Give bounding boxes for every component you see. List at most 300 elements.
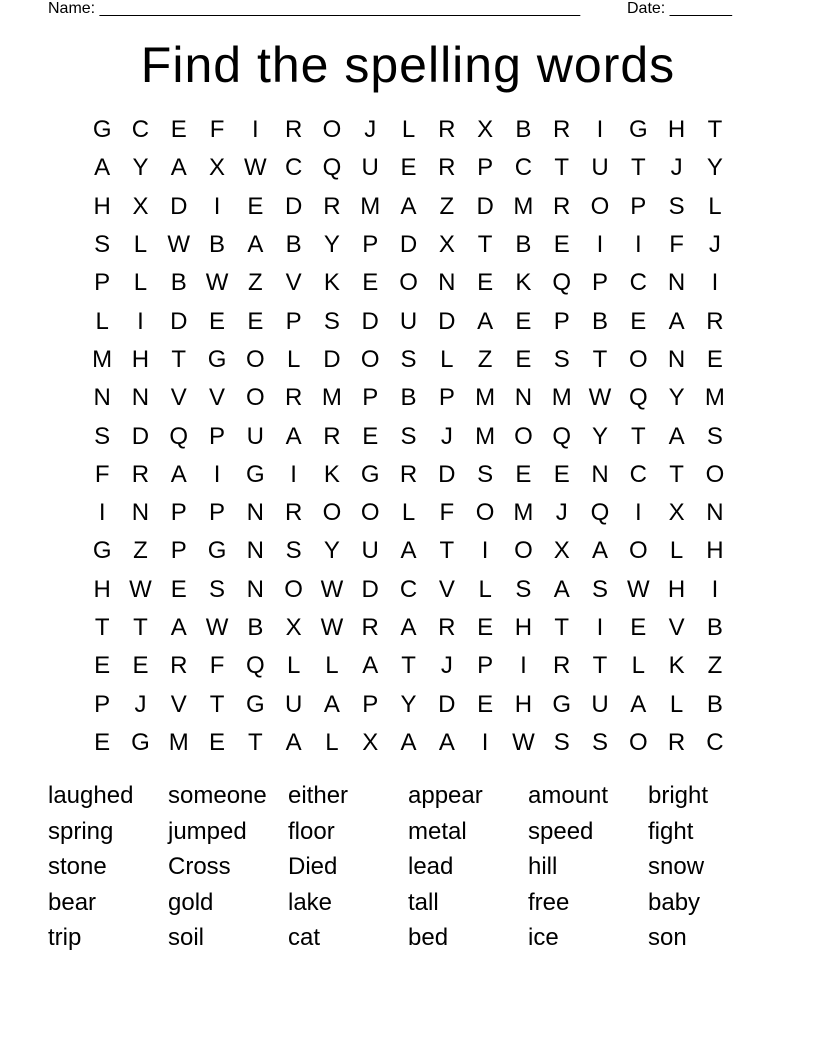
grid-letter: P [553, 307, 570, 335]
grid-letter: V [668, 614, 685, 641]
word-list-item: amount [528, 782, 609, 809]
grid-letter: I [213, 192, 221, 220]
grid-letter: T [439, 537, 455, 565]
grid-letter: M [92, 345, 113, 373]
grid-letter: R [170, 652, 188, 680]
grid-letter: L [440, 345, 454, 373]
grid-letter: R [438, 154, 456, 182]
grid-letter: P [170, 499, 187, 527]
grid-letter: R [553, 116, 571, 144]
grid-letter: G [628, 116, 648, 144]
grid-letter: W [588, 384, 612, 412]
grid-letter: Y [706, 154, 723, 182]
grid-letter: L [95, 307, 109, 335]
grid-letter: J [708, 231, 721, 259]
grid-letter: M [168, 728, 189, 756]
grid-letter: H [131, 345, 150, 373]
grid-letter: E [94, 652, 111, 680]
grid-letter: T [707, 116, 723, 144]
grid-letter: Y [400, 690, 417, 718]
grid-letter: Q [169, 422, 189, 450]
grid-letter: L [286, 652, 301, 680]
grid-letter: F [439, 499, 455, 527]
grid-letter: B [592, 307, 609, 335]
grid-letter: X [668, 499, 685, 527]
grid-letter: G [92, 116, 112, 144]
grid-letter: L [631, 652, 645, 680]
grid-letter: E [515, 307, 532, 335]
grid-letter: A [170, 460, 187, 488]
grid-letter: O [246, 345, 265, 373]
grid-letter: A [285, 728, 302, 756]
grid-letter: X [553, 537, 570, 565]
grid-letter: S [94, 422, 111, 450]
word-list-item: free [528, 888, 570, 916]
grid-letter: O [628, 728, 648, 756]
grid-letter: O [246, 384, 265, 412]
grid-letter: C [629, 269, 647, 297]
grid-letter: E [362, 269, 379, 297]
grid-letter: Y [132, 154, 149, 182]
grid-letter: L [401, 116, 416, 144]
grid-letter: P [209, 499, 226, 527]
grid-letter: I [596, 614, 604, 641]
grid-letter: O [705, 460, 725, 488]
grid-letter: O [628, 345, 648, 373]
grid-letter: U [399, 307, 418, 335]
grid-letter: Q [590, 499, 610, 527]
grid-letter: E [247, 307, 264, 335]
grid-letter: G [360, 460, 380, 488]
grid-letter: I [596, 231, 604, 259]
grid-letter: J [440, 422, 453, 450]
grid-letter: O [284, 575, 303, 603]
grid-letter: T [592, 652, 608, 680]
grid-letter: B [170, 269, 187, 297]
grid-letter: D [438, 690, 456, 718]
grid-letter: I [596, 116, 604, 144]
grid-letter: S [592, 575, 609, 603]
grid-letter: A [170, 154, 187, 182]
grid-letter: D [399, 231, 418, 259]
grid-letter: T [401, 652, 416, 680]
grid-letter: H [514, 614, 533, 641]
grid-letter: M [551, 384, 572, 412]
grid-letter: G [92, 537, 112, 565]
grid-letter: B [209, 231, 226, 259]
grid-letter: E [247, 192, 264, 220]
grid-letter: K [515, 269, 532, 297]
grid-letter: P [477, 154, 494, 182]
grid-letter: J [364, 116, 377, 144]
grid-letter: S [323, 307, 340, 335]
grid-letter: X [477, 116, 494, 144]
grid-letter: U [591, 154, 609, 182]
grid-letter: R [323, 422, 341, 450]
grid-letter: D [438, 307, 456, 335]
grid-letter: G [246, 690, 265, 718]
grid-letter: U [246, 422, 264, 450]
grid-letter: V [209, 384, 226, 412]
grid-letter: O [628, 537, 648, 565]
grid-letter: H [667, 575, 686, 603]
grid-letter: N [246, 537, 264, 565]
grid-letter: A [592, 537, 609, 565]
grid-letter: N [667, 345, 686, 373]
grid-letter: A [170, 614, 187, 641]
grid-letter: T [669, 460, 684, 488]
grid-letter: D [361, 575, 379, 603]
word-list-item: speed [528, 817, 594, 845]
grid-letter: L [478, 575, 492, 603]
grid-letter: K [668, 652, 685, 680]
grid-letter: V [170, 690, 187, 718]
grid-letter: F [669, 231, 684, 259]
grid-letter: P [94, 269, 111, 297]
grid-letter: N [131, 499, 150, 527]
grid-letter: O [322, 116, 342, 144]
word-list-item: bear [48, 888, 97, 916]
word-list-item: floor [288, 817, 335, 845]
grid-letter: V [170, 384, 187, 412]
word-list-item: lake [288, 888, 333, 916]
grid-letter: I [520, 652, 527, 680]
page-title: Find the spelling words [140, 37, 676, 93]
grid-letter: C [514, 154, 533, 182]
grid-letter: R [399, 460, 418, 488]
grid-letter: W [320, 614, 344, 641]
grid-letter: P [477, 652, 494, 680]
grid-letter: M [475, 384, 496, 412]
grid-letter: N [93, 384, 111, 412]
grid-letter: E [477, 614, 494, 641]
grid-letter: V [438, 575, 455, 603]
grid-letter: A [400, 728, 417, 756]
grid-letter: E [553, 460, 570, 488]
grid-letter: O [322, 499, 342, 527]
grid-letter: R [131, 460, 150, 488]
grid-letter: F [94, 460, 110, 488]
grid-letter: L [325, 728, 339, 756]
grid-letter: S [553, 728, 570, 756]
grid-letter: B [247, 614, 264, 641]
grid-letter: H [706, 537, 724, 565]
grid-letter: L [133, 269, 148, 297]
grid-letter: L [669, 690, 684, 718]
grid-letter: K [323, 269, 340, 297]
grid-letter: N [667, 269, 686, 297]
grid-letter: L [133, 231, 148, 259]
grid-letter: V [285, 269, 302, 297]
grid-letter: W [626, 575, 650, 603]
grid-letter: E [630, 614, 647, 641]
grid-letter: R [553, 652, 571, 680]
grid-letter: O [360, 345, 380, 373]
grid-letter: S [515, 575, 532, 603]
grid-letter: L [325, 652, 339, 680]
grid-letter: Q [246, 652, 265, 680]
grid-letter: J [440, 652, 453, 680]
grid-letter: H [667, 116, 686, 144]
grid-letter: L [401, 499, 416, 527]
word-list-item: someone [168, 782, 267, 809]
grid-letter: W [205, 269, 229, 297]
grid-letter: P [94, 690, 111, 718]
grid-letter: E [477, 269, 494, 297]
grid-letter: C [706, 728, 724, 756]
grid-letter: M [513, 499, 534, 527]
grid-letter: Z [707, 652, 723, 680]
grid-letter: P [362, 384, 379, 412]
word-list-item: gold [168, 888, 214, 916]
grid-letter: U [361, 154, 379, 182]
grid-letter: O [514, 537, 533, 565]
grid-letter: T [477, 231, 493, 259]
grid-letter: A [362, 652, 379, 680]
grid-letter: S [706, 422, 723, 450]
grid-letter: D [323, 345, 341, 373]
grid-letter: D [131, 422, 150, 450]
grid-letter: U [284, 690, 303, 718]
grid-letter: A [553, 575, 570, 603]
word-list-item: fight [648, 817, 694, 845]
grid-letter: A [668, 422, 685, 450]
grid-letter: C [131, 116, 150, 144]
grid-letter: E [94, 728, 111, 756]
grid-letter: B [515, 116, 532, 144]
grid-letter: A [400, 614, 417, 641]
grid-letter: I [137, 307, 144, 335]
grid-letter: A [400, 537, 417, 565]
grid-letter: C [399, 575, 418, 603]
word-list-item: either [288, 782, 349, 809]
grid-letter: U [361, 537, 379, 565]
grid-letter: E [362, 422, 379, 450]
grid-letter: I [481, 728, 489, 756]
grid-letter: S [668, 192, 685, 220]
grid-letter: E [553, 231, 570, 259]
grid-letter: T [133, 614, 148, 641]
grid-letter: H [514, 690, 533, 718]
grid-letter: C [629, 460, 647, 488]
grid-letter: K [323, 460, 340, 488]
grid-letter: E [515, 460, 532, 488]
name-field-label: Name: ______________________________________________________ [48, 0, 581, 17]
grid-letter: P [170, 537, 187, 565]
grid-letter: M [475, 422, 496, 450]
grid-letter: E [477, 690, 494, 718]
grid-letter: G [131, 728, 150, 756]
grid-letter: N [131, 384, 150, 412]
grid-letter: T [248, 728, 263, 756]
grid-letter: C [284, 154, 303, 182]
grid-letter: U [591, 690, 609, 718]
grid-letter: A [94, 154, 111, 182]
grid-letter: Q [552, 269, 572, 297]
word-list-item: stone [48, 853, 107, 881]
grid-letter: R [284, 116, 303, 144]
grid-letter: E [132, 652, 149, 680]
word-list-item: son [648, 924, 687, 952]
grid-letter: T [554, 154, 570, 182]
grid-letter: P [362, 690, 379, 718]
grid-letter: I [634, 231, 642, 259]
grid-letter: W [167, 231, 191, 259]
grid-letter: R [667, 728, 686, 756]
grid-letter: E [706, 345, 723, 373]
grid-letter: Z [133, 537, 148, 565]
grid-letter: O [399, 269, 418, 297]
grid-letter: I [634, 499, 642, 527]
grid-letter: O [360, 499, 380, 527]
grid-letter: E [630, 307, 647, 335]
grid-letter: D [438, 460, 456, 488]
grid-letter: M [321, 384, 342, 412]
grid-letter: T [171, 345, 187, 373]
grid-letter: M [513, 192, 534, 220]
word-list-item: ice [528, 924, 559, 952]
grid-letter: D [284, 192, 303, 220]
grid-letter: R [284, 499, 303, 527]
grid-letter: S [94, 231, 111, 259]
grid-letter: S [285, 537, 302, 565]
grid-letter: D [361, 307, 379, 335]
grid-letter: L [286, 345, 301, 373]
grid-letter: E [209, 728, 226, 756]
grid-letter: F [209, 116, 225, 144]
word-list-item: spring [48, 817, 114, 845]
grid-letter: H [93, 575, 111, 603]
grid-letter: Z [439, 192, 455, 220]
grid-letter: A [400, 192, 417, 220]
grid-letter: O [514, 422, 533, 450]
date-field-label: Date: _______ [627, 0, 732, 17]
grid-letter: Q [628, 384, 648, 412]
grid-letter: Z [248, 269, 263, 297]
grid-letter: R [553, 192, 571, 220]
grid-letter: J [555, 499, 568, 527]
grid-letter: N [246, 499, 264, 527]
grid-letter: E [170, 575, 187, 603]
grid-letter: O [590, 192, 610, 220]
grid-letter: R [361, 614, 379, 641]
header [48, 0, 748, 20]
grid-letter: R [284, 384, 303, 412]
grid-letter: F [209, 652, 225, 680]
grid-letter: L [669, 537, 684, 565]
grid-letter: X [132, 192, 149, 220]
word-list-item: cat [288, 924, 321, 952]
grid-letter: R [323, 192, 341, 220]
grid-letter: T [630, 422, 646, 450]
grid-letter: P [285, 307, 302, 335]
grid-letter: B [400, 384, 417, 412]
grid-letter: E [170, 116, 187, 144]
grid-letter: B [515, 231, 532, 259]
grid-letter: I [481, 537, 489, 565]
grid-letter: A [477, 307, 494, 335]
grid-letter: I [213, 460, 221, 488]
grid-letter: O [475, 499, 495, 527]
grid-letter: I [290, 460, 297, 488]
grid-letter: S [477, 460, 494, 488]
grid-letter: S [592, 728, 609, 756]
word-list-item: tall [408, 888, 439, 916]
grid-letter: S [400, 422, 417, 450]
grid-letter: X [438, 231, 455, 259]
grid-letter: I [98, 499, 106, 527]
grid-letter: G [207, 345, 227, 373]
grid-letter: B [285, 231, 302, 259]
grid-letter: S [400, 345, 417, 373]
letter-grid [83, 111, 734, 762]
grid-letter: E [515, 345, 532, 373]
grid-letter: A [247, 231, 264, 259]
grid-letter: G [207, 537, 227, 565]
grid-letter: A [668, 307, 685, 335]
grid-letter: X [362, 728, 379, 756]
grid-letter: W [320, 575, 344, 603]
word-list-item: lead [408, 853, 454, 881]
grid-letter: A [438, 728, 455, 756]
grid-letter: Y [323, 231, 340, 259]
grid-letter: D [170, 192, 188, 220]
grid-letter: X [285, 614, 302, 641]
grid-letter: D [476, 192, 494, 220]
grid-letter: N [438, 269, 456, 297]
word-list-item: baby [648, 888, 701, 916]
grid-letter: T [592, 345, 608, 373]
grid-letter: W [205, 614, 229, 641]
grid-letter: P [362, 231, 379, 259]
grid-letter: D [170, 307, 188, 335]
grid-letter: W [129, 575, 152, 603]
grid-letter: J [670, 154, 683, 182]
word-list-item: bright [648, 782, 709, 809]
grid-letter: B [706, 614, 723, 641]
grid-letter: W [244, 154, 267, 182]
word-list-item: Cross [168, 853, 231, 881]
grid-letter: N [246, 575, 264, 603]
grid-letter: M [360, 192, 381, 220]
grid-letter: T [630, 154, 646, 182]
grid-letter: T [94, 614, 110, 641]
grid-letter: P [630, 192, 647, 220]
word-list-item: appear [408, 782, 483, 809]
grid-letter: A [323, 690, 340, 718]
grid-letter: N [706, 499, 724, 527]
word-list-item: trip [48, 924, 82, 952]
grid-letter: I [711, 269, 719, 297]
grid-letter: J [134, 690, 147, 718]
word-list-item: Died [288, 853, 338, 881]
word-list-item: snow [648, 853, 705, 881]
word-list-item: hill [528, 853, 558, 881]
grid-letter: A [630, 690, 647, 718]
word-list-item: bed [408, 924, 449, 952]
grid-letter: E [400, 154, 417, 182]
grid-letter: Q [322, 154, 342, 182]
grid-letter: T [554, 614, 570, 641]
grid-letter: P [592, 269, 609, 297]
word-list-item: metal [408, 817, 467, 845]
grid-letter: B [706, 690, 723, 718]
grid-letter: Y [592, 422, 609, 450]
grid-letter: N [514, 384, 533, 412]
grid-letter: Q [552, 422, 572, 450]
word-list [48, 778, 768, 956]
grid-letter: E [209, 307, 226, 335]
